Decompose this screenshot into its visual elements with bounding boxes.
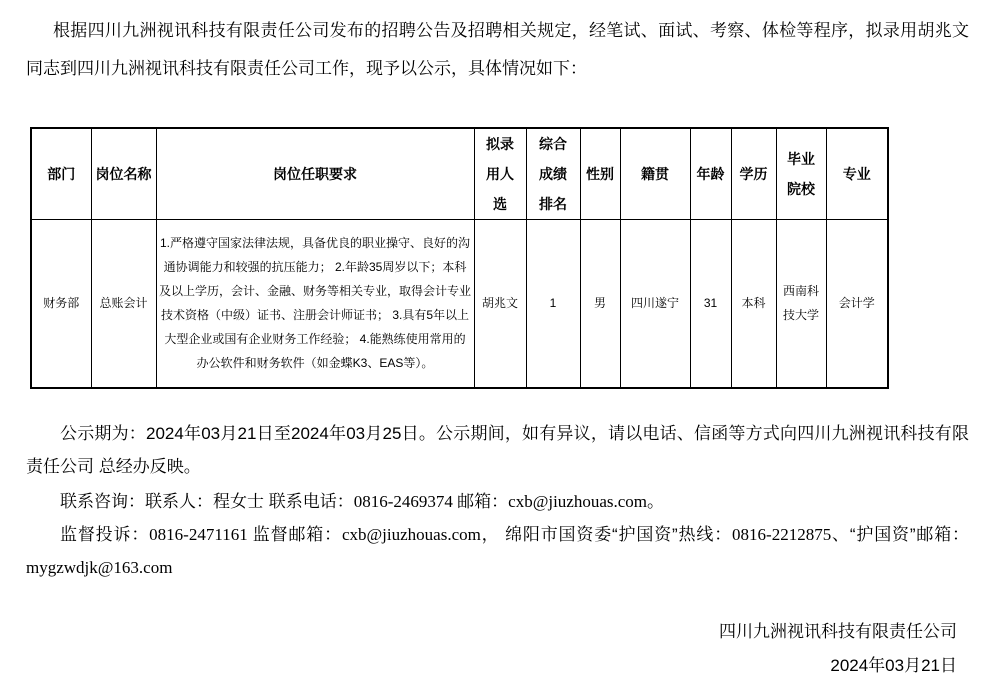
contact-phone: 0816-2469374	[353, 491, 458, 511]
col-header-age: 年龄	[690, 128, 731, 220]
cell-age: 31	[690, 220, 731, 388]
col-header-major: 专业	[826, 128, 888, 220]
col-header-requirements: 岗位任职要求	[156, 128, 474, 220]
supervision-label: 监督投诉：	[60, 524, 150, 544]
contact-label: 联系咨询：联系人：程女士 联系电话：	[60, 491, 354, 511]
supervision-hotline: 0816-2212875	[732, 524, 832, 544]
supervision-mailbox: cxb@jiuzhouas.com	[341, 524, 481, 544]
contact-email: cxb@jiuzhouas.com	[508, 491, 648, 511]
supervision-hotline-label: ， 绵阳市国资委“护国资”热线：	[480, 524, 733, 544]
col-header-department: 部门	[31, 128, 91, 220]
cell-major: 会计学	[826, 220, 888, 388]
contact-email-label: 邮箱：	[457, 491, 509, 511]
recruitment-table	[30, 127, 889, 389]
table-header-row	[31, 128, 888, 220]
col-header-score-rank-label: 综合成绩排名	[539, 136, 567, 212]
cell-university: 西南科技大学	[776, 220, 826, 388]
notice-period-paragraph: 公示期为：2024年03月21日至2024年03月25日。公示期间，如有异议，请以电话、信函等方式向四川九洲视讯科技有限责任公司 总经办反映。	[26, 423, 969, 476]
contact-paragraph	[26, 485, 969, 518]
cell-gender: 男	[580, 220, 620, 388]
col-header-university	[776, 128, 826, 220]
cell-requirements: 1.严格遵守国家法律法规，具备优良的职业操守、良好的沟通协调能力和较强的抗压能力； 2.年龄35周岁以下；本科及以上学历，会计、金融、财务等相关专业，取得会计专业技术资格（中级）证书、注册会计师证书； 3.具有5年以上大型企业或国有企业财务工作经验； 4.能熟练使用常用的办公软件和财务软件（如金蝶K3、EAS等）。	[156, 220, 474, 388]
signature-company: 四川九洲视讯科技有限责任公司	[719, 621, 957, 641]
contact-suffix: 。	[647, 491, 665, 511]
col-header-hometown: 籍贯	[620, 128, 690, 220]
cell-candidate: 胡兆文	[474, 220, 526, 388]
col-header-gender: 性别	[580, 128, 620, 220]
col-header-candidate	[474, 128, 526, 220]
supervision-phone: 0816-2471161	[149, 524, 253, 544]
col-header-candidate-label: 拟录用人选	[486, 136, 514, 212]
signature-block	[0, 615, 997, 683]
supervision-mailbox2-label: 、“护国资”邮箱：	[831, 524, 970, 544]
cell-position: 总账会计	[91, 220, 156, 388]
cell-hometown: 四川遂宁	[620, 220, 690, 388]
supervision-mailbox2: mygzwdjk@163.com	[26, 557, 173, 577]
signature-date: 2024年03月21日	[830, 655, 957, 675]
supervision-mailbox-label: 监督邮箱：	[252, 524, 342, 544]
col-header-position: 岗位名称	[91, 128, 156, 220]
col-header-education: 学历	[731, 128, 776, 220]
cell-department: 财务部	[31, 220, 91, 388]
col-header-score-rank	[526, 128, 580, 220]
cell-score-rank: 1	[526, 220, 580, 388]
cell-education: 本科	[731, 220, 776, 388]
col-header-university-label: 毕业院校	[787, 151, 815, 197]
intro-paragraph: 根据四川九洲视讯科技有限责任公司发布的招聘公告及招聘相关规定，经笔试、面试、考察、体检等程序，拟录用胡兆文同志到四川九洲视讯科技有限责任公司工作，现予以公示，具体情况如下：	[26, 21, 969, 78]
supervision-paragraph	[26, 518, 969, 584]
table-row	[31, 220, 888, 388]
